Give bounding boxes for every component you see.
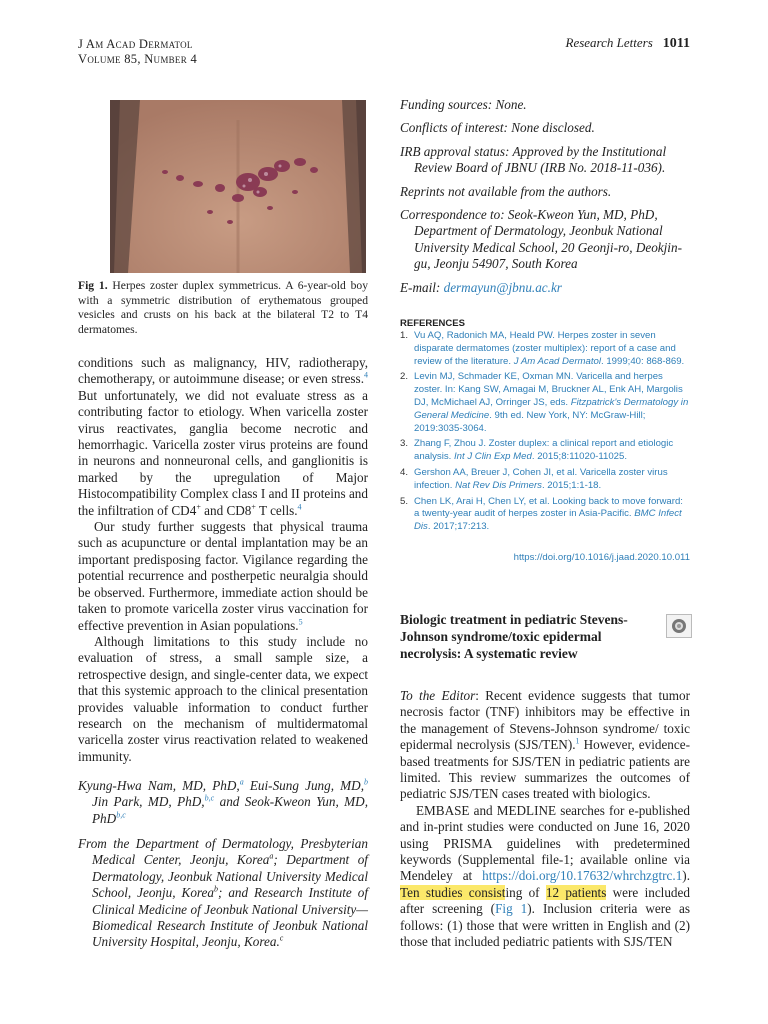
ref-link[interactable]: 4 [364,371,368,381]
references-list [400,330,690,537]
journal-name: J Am Acad Dermatol [78,37,193,51]
author-list: Kyung-Hwa Nam, MD, PhD,$^a$ Eui-Sung Jung, MD,$^b$ Jin Park, MD, PhD,$^{b,c}$ and Seok-Kweon Yun, MD, PhD$^{b,c}$ [78,777,368,826]
affiliation: From the Department of Dermatology, Presbyterian Medical Center, Jeonju, Korea$^a$; Department of Dermatology, Jeonbuk National University Medical School, Jeonju, Korea$^b$; and Research Institute of Clinical Medicine of Jeonbuk National University—Biomedical Research Institute of Jeonbuk National University Hospital, Jeonju, Korea.$^c$ [78,836,368,950]
conflicts-note: Conflicts of interest: None disclosed. [400,120,595,136]
crossmark-icon[interactable] [666,614,692,638]
reference-item: 5. Chen LK, Arai H, Chen LY, et al. Looking back to move forward: a twenty-year audit of herpes zoster in Asia-Pacific. BMC Infect Dis. 2017;17:213. [400,495,683,533]
figure-caption [78,279,368,337]
email-note: E-mail: dermayun@jbnu.ac.kr [400,279,562,295]
mendeley-link[interactable]: https://doi.org/10.17632/whrchzgtrc.1 [482,868,683,884]
paragraph-1: conditions such as malignancy, HIV, radiotherapy, chemotherapy, or autoimmune disease; or even stress.$^4$ But unfortunately, we did not evaluate stress as a contributing factor to etiology. When varicella zoster virus reactivates, ganglia become necrotic and hemorrhagic. Varicella zoster virus proteins are found in neurons and nonneuronal cells, and ganglionitis is marked by the upregulation of Major Histocompatibility Complex class I and II proteins and the infiltration of CD4+ and CD8+ T cells.$^4$ [78,355,368,518]
highlight-1: Ten studies consist [400,884,506,900]
article-title: Biologic treatment in pediatric Stevens-Johnson syndrome/toxic epidermal necrolysis: A systematic review [400,612,628,661]
paragraph-3: Although limitations to this study include no evaluation of stress, a small sample size, a retrospective design, and single-center data, we expect that this systemic approach to the clinical presentation provides valuable information to conduct further research on the mechanism of multidermatomal varicella zoster virus reactivation related to weakened immunity. [78,633,368,764]
figure-caption-text: Herpes zoster duplex symmetricus. A 6-year-old boy with a symmetric distribution of erythematous grouped vesicles and crusts on his back at the bilateral T2 to T4 dermatomes. [78,279,368,336]
back-rash-image [110,100,366,273]
section-name: Research Letters [565,35,653,50]
reprints-note: Reprints not available from the authors. [400,183,612,199]
email-link[interactable]: dermayun@jbnu.ac.kr [443,279,562,295]
irb-note: IRB approval status: Approved by the Institutional Review Board of JBNU (IRB No. 2018-11-036). [400,143,667,176]
highlight-2: 12 patients [545,884,607,900]
reference-item: 1. Vu AQ, Radonich MA, Heald PW. Herpes zoster in seven disparate dermatomes (zoster multiplex): report of a case and review of the literature. J Am Acad Dermatol. 1999;40: 868-869. [400,330,685,367]
left-column-body [78,355,368,765]
clinical-photo [110,100,366,273]
reference-item: 2. Levin MJ, Schmader KE, Oxman MN. Varicella and herpes zoster. In: Kang SW, Amagai M, Bruckner AL, Enk AH, Margolis DJ, McMichael AJ, Orringer JS, eds. Fitzpatrick's Dermatology in General Medicine. 9th ed. New York, NY: McGraw-Hill; 2019:3035-3064. [400,371,689,434]
page-header [566,35,690,52]
page-number: 1011 [662,36,690,51]
crossmark-badge-icon [671,618,687,634]
figure-label: Fig 1. [78,279,108,292]
article-paragraph-1: To the Editor: Recent evidence suggests that tumor necrosis factor (TNF) inhibitors may be effective in the management of Stevens-Johnson syndrome/ toxic epidermal necrolysis (SJS/TEN).$^1$ However, evidence-based treatments for SJS/TEN in pediatric patients are limited. This review summarizes the outcomes of pediatric SJS/TEN cases treated with biologics. [400,688,691,802]
article-paragraph-2: EMBASE and MEDLINE searches for e-published and in-print studies were conducted on June 16, 2020 using PRISMA guidelines with predetermined keywords (Supplemental file-1; available online via Mendeley at https://doi.org/10.17632/whrchzgtrc.1). Ten studies consisting of 12 patients were included after screening (Fig 1). Inclusion criteria were as follows: (1) those that were written in English and (2) those that included pediatric patients with SJS/TEN [400,802,690,950]
ref-link[interactable]: 5 [298,617,303,627]
ref-link[interactable]: 1 [575,736,580,746]
funding-note: Funding sources: None. [400,97,527,112]
reference-item: 3. Zhang F, Zhou J. Zoster duplex: a clinical report and etiologic analysis. Int J Clin Exp Med. 2015;8:11020-11025. [400,438,674,463]
journal-header [78,37,197,67]
doi-link[interactable]: https://doi.org/10.1016/j.jaad.2020.10.011 [513,552,690,563]
references-heading: REFERENCES [400,318,465,329]
ref-link[interactable]: 4 [297,502,302,512]
article-notes [400,97,690,296]
journal-volume: Volume 85, Number 4 [78,52,198,66]
figure-link[interactable]: Fig 1 [495,901,528,917]
reference-item: 4. Gershon AA, Breuer J, Cohen JI, et al. Varicella zoster virus infection. Nat Rev Dis Primers. 2015;1:1-18. [400,466,668,491]
correspondence-note: Correspondence to: Seok-Kweon Yun, MD, PhD, Department of Dermatology, Jeonbuk National University Medical School, 20 Geonji-ro, Deokjin-gu, Jeonju 54907, South Korea [400,207,682,272]
article-body [400,688,690,951]
paragraph-2: Our study further suggests that physical trauma such as acupuncture or dental implantation may be an important predisposing factor. Vigilance regarding the potential recurrence and postherpetic neuralgia should be observed. Furthermore, immediate action should be taken to promote varicella zoster virus vaccination for effective prevention in Asian populations.$^5$ [78,519,368,633]
